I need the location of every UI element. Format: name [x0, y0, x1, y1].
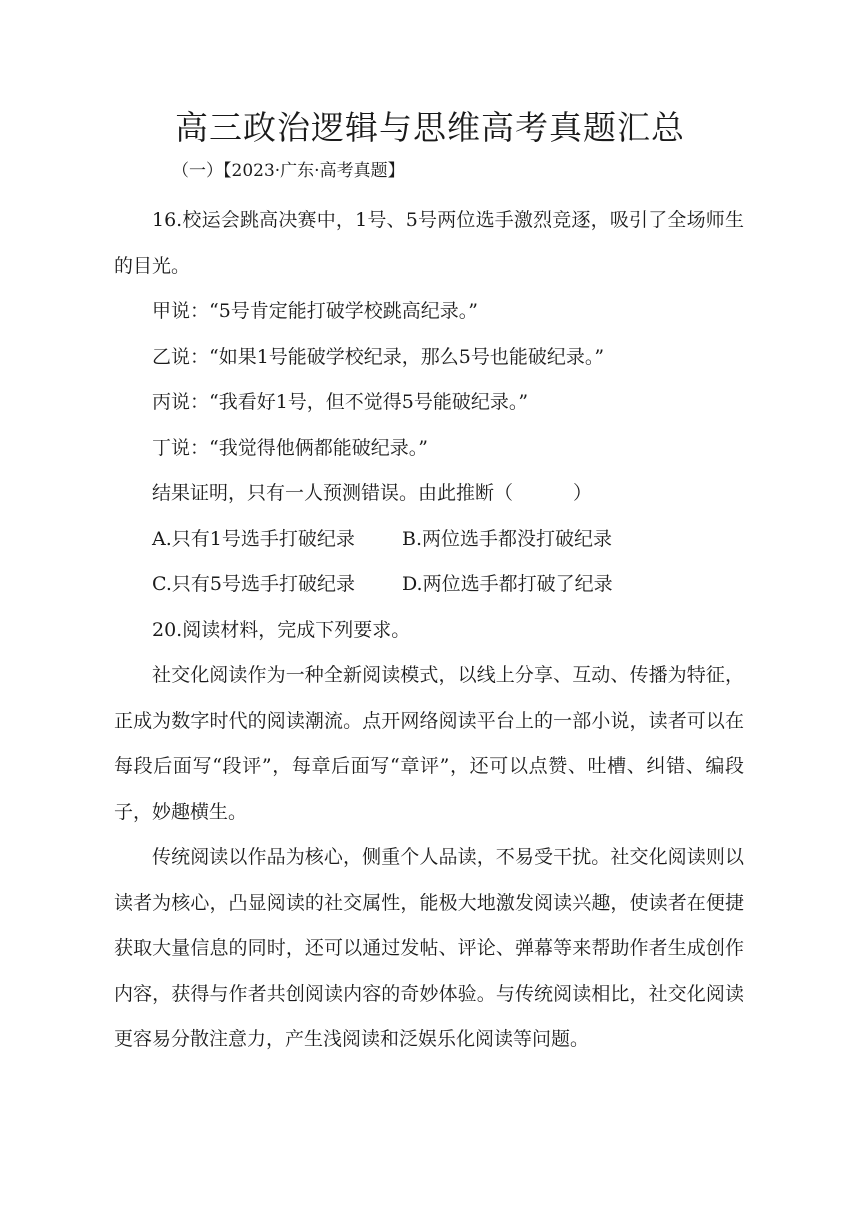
conclusion-close-paren: ） [573, 482, 593, 504]
question-16-conclusion [114, 471, 744, 517]
document-body [114, 198, 744, 1063]
options-row-cd [114, 562, 744, 608]
conclusion-text: 结果证明，只有一人预测错误。由此推断（ [152, 482, 514, 504]
options-row-ab [114, 517, 744, 563]
statement-ding: 丁说：“我觉得他俩都能破纪录。” [152, 436, 428, 459]
material-paragraph-1: 社交化阅读作为一种全新阅读模式，以线上分享、互动、传播为特征，正成为数字时代的阅读潮流。点开网络阅读平台上的一部小说，读者可以在每段后面写“段评”，每章后面写“章评”，还可以点赞、吐槽、纠错、编段子，妙趣横生。 [114, 664, 744, 823]
option-b: B.两位选手都没打破纪录 [402, 527, 613, 550]
option-d: D.两位选手都打破了纪录 [402, 573, 613, 595]
statement-yi: 乙说：“如果1号能破学校纪录，那么5号也能破纪录。” [152, 345, 605, 368]
document-title: 高三政治逻辑与思维高考真题汇总 [175, 108, 685, 147]
statement-bing: 丙说：“我看好1号，但不觉得5号能破纪录。” [152, 391, 529, 413]
material-paragraph-2: 传统阅读以作品为核心，侧重个人品读，不易受干扰。社交化阅读则以读者为核心，凸显阅读的社交属性，能极大地激发阅读兴趣，使读者在便捷获取大量信息的同时，还可以通过发帖、评论、弹幕等来帮助作者生成创作内容，获得与作者共创阅读内容的奇妙体验。与传统阅读相比，社交化阅读更容易分散注意力，产生浅阅读和泛娱乐化阅读等问题。 [114, 846, 744, 1050]
option-a: A.只有1号选手打破纪录 [152, 527, 355, 550]
statement-jia: 甲说：“5号肯定能打破学校跳高纪录。” [152, 300, 479, 322]
question-20-stem: 20.阅读材料，完成下列要求。 [152, 618, 411, 641]
section-heading: （一）【2023·广东·高考真题】 [172, 161, 405, 181]
option-c: C.只有5号选手打破纪录 [152, 573, 355, 595]
question-16-stem: 16.校运会跳高决赛中，1号、5号两位选手激烈竞逐，吸引了全场师生的目光。 [114, 209, 744, 277]
